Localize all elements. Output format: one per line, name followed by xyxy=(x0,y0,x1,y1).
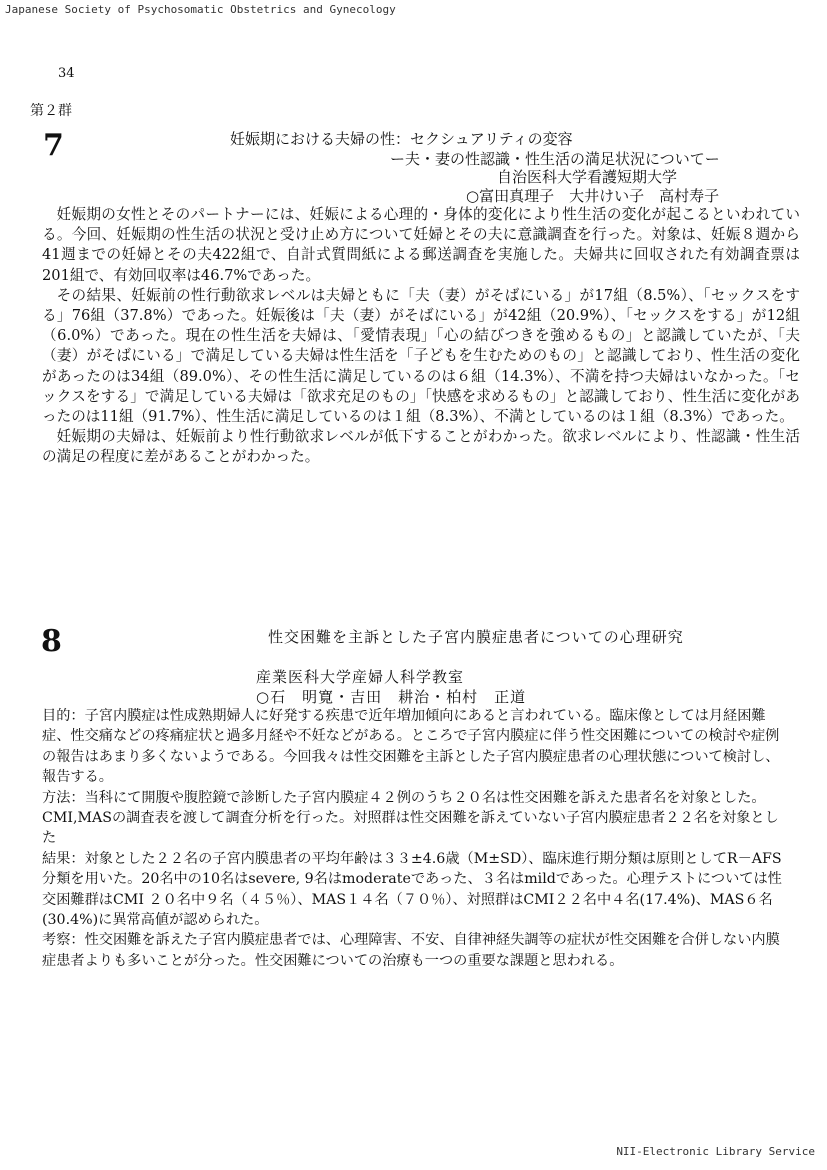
abstract-8-affiliation: 産業医科大学産婦人科学教室 xyxy=(256,668,465,686)
abstract-7-affiliation: 自治医科大学看護短期大学 xyxy=(497,168,678,186)
library-service-footer: NII-Electronic Library Service xyxy=(616,1145,815,1158)
abstract-7-body xyxy=(42,205,800,468)
abstract-7-subtitle: ー夫・妻の性認識・性生活の満足状況についてー xyxy=(390,150,720,168)
abstract-8-title: 性交困難を主訴とした子宮内膜症患者についての心理研究 xyxy=(268,628,684,646)
abstract-7-paragraph: その結果、妊娠前の性行動欲求レベルは夫婦ともに「夫（妻）がそばにいる」が17組（8.5%）、「セックスをする」76組（37.8%）であった。妊娠後は「夫（妻）がそばにいる」が42組（20.9%）、「セックスをする」が12組（6.0%）であった。現在の性生活を夫婦は、「愛情表現」「心の結びつきを強めるもの」と認識していたが、「夫（妻）がそばにいる」で満足している夫婦は性生活を「子どもを生むためのもの」と認識しており、性生活の変化があったのは34組（89.0%）、その性生活に満足しているのは６組（14.3%）、不満を持つ夫婦はいなかった。「セックスをする」で満足している夫婦は「欲求充足のもの」「快感を求めるもの」と認識しており、性生活に変化があったのは11組（91.7%）、性生活に満足しているのは１組（8.3%）、不満としているのは１組（8.3%）であった。 xyxy=(42,286,800,426)
abstract-7-title: 妊娠期における夫婦の性：セクシュアリティの変容 xyxy=(230,130,573,148)
abstract-7-number: 7 xyxy=(43,128,64,163)
group-label: 第２群 xyxy=(30,103,72,119)
abstract-8-number: 8 xyxy=(41,624,62,659)
abstract-7-paragraph: 妊娠期の女性とそのパートナーには、妊娠による心理的・身体的変化により性生活の変化が起こるといわれている。今回、妊娠期の性生活の状況と受け止め方について妊婦とその夫に意識調査を行った。対象は、妊娠８週から41週までの妊婦とその夫422組で、自計式質問紙による郵送調査を実施した。夫婦共に回収された有効調査票は201組で、有効回収率は46.7%であった。 xyxy=(42,206,800,284)
abstract-8-paragraph: 考察：性交困難を訴えた子宮内膜症患者では、心理障害、不安、自律神経失調等の症状が性交困難を合併しない内膜症患者よりも多いことが分った。性交困難についての治療も一つの重要な課題と思われる。 xyxy=(42,932,780,969)
society-header: Japanese Society of Psychosomatic Obstetrics and Gynecology xyxy=(5,3,396,16)
abstract-8-authors: ○石 明寛・吉田 耕治・柏村 正道 xyxy=(256,688,527,706)
abstract-7-authors: ○富田真理子 大井けい子 高村寿子 xyxy=(466,187,720,205)
abstract-8-paragraph: 方法：当科にて開腹や腹腔鏡で診断した子宮内膜症４２例のうち２０名は性交困難を訴えた患者名を対象とした。CMI,MASの調査表を渡して調査分析を行った。対照群は性交困難を訴えていない子宮内膜症患者２２名を対象とした xyxy=(42,789,779,847)
abstract-8-body xyxy=(42,706,787,971)
abstract-8-paragraph: 目的：子宮内膜症は性成熟期婦人に好発する疾患で近年増加傾向にあると言われている。臨床像としては月経困難症、性交痛などの疼痛症状と過多月経や不妊などがある。ところで子宮内膜症に伴う性交困難についての検討や症例の報告はあまり多くないようである。今回我々は性交困難を主訴とした子宮内膜症患者の心理状態について検討し、報告する。 xyxy=(42,708,780,786)
abstract-8-paragraph: 結果：対象とした２２名の子宮内膜患者の平均年齢は３３±4.6歳（M±SD）、臨床進行期分類は原則としてR－AFS分類を用いた。20名中の10名はsevere, 9名はmoderateであった、３名はmildであった。心理テストについては性交困難群はCMI ２０名中９名（４５％）、MAS１４名（７０％）、対照群はCMI２２名中４名(17.4%)、MAS６名(30.4%)に異常高値が認められた。 xyxy=(42,850,782,929)
abstract-7-paragraph: 妊娠期の夫婦は、妊娠前より性行動欲求レベルが低下することがわかった。欲求レベルにより、性認識・性生活の満足の程度に差があることがわかった。 xyxy=(42,428,800,466)
page-number: 34 xyxy=(58,66,75,81)
